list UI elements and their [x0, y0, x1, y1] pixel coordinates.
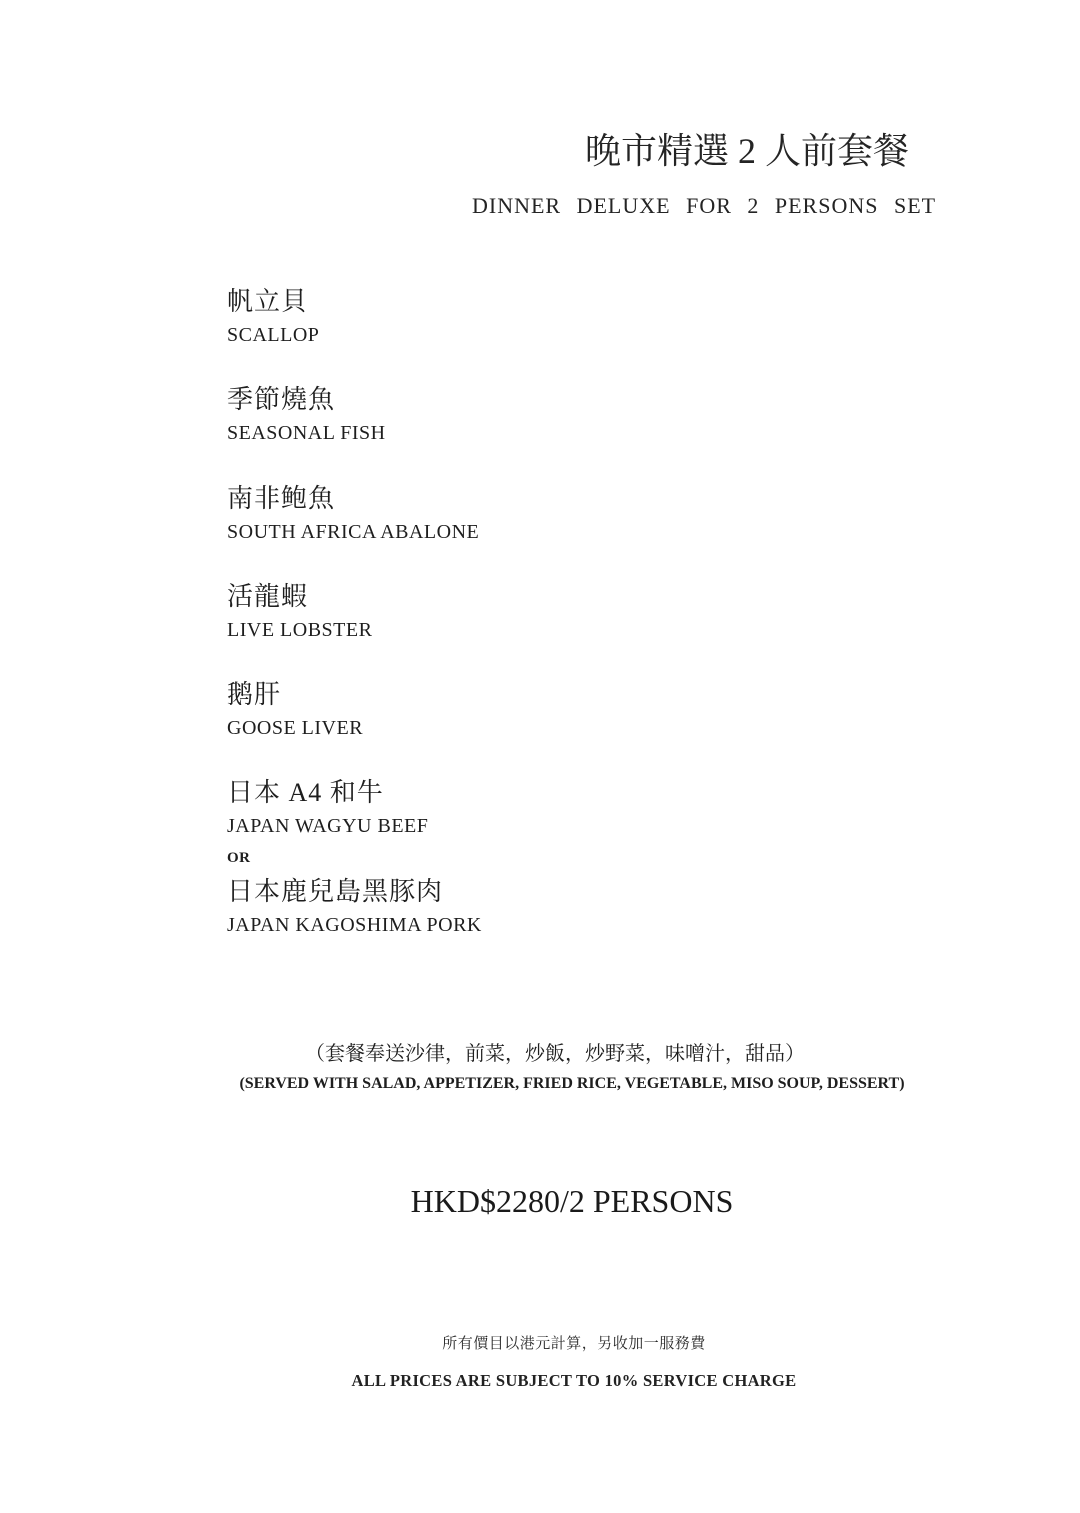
item-name-chinese: 季節燒魚 — [227, 385, 336, 414]
inclusions-note-english: (SERVED WITH SALAD, APPETIZER, FRIED RICE, VEGETABLE, MISO SOUP, DESSERT) — [239, 1075, 905, 1092]
menu-item-seasonal-fish — [227, 384, 386, 444]
menu-item-lobster — [227, 581, 372, 641]
item-name-english: SCALLOP — [227, 324, 320, 347]
item-name-chinese: 活龍蝦 — [227, 582, 309, 611]
item-name-chinese: 帆立貝 — [227, 287, 309, 316]
page-title-chinese: 晚市精選 2 人前套餐 — [585, 131, 910, 171]
service-charge-note-chinese: 所有價目以港元計算，另收加一服務費 — [442, 1336, 706, 1352]
menu-item-abalone — [227, 483, 479, 543]
item-name-english: LIVE LOBSTER — [227, 619, 373, 642]
item-name-chinese: 鹅肝 — [227, 680, 282, 709]
or-separator-label: OR — [227, 850, 251, 867]
alt-item-name-chinese: 日本鹿兒島黑豚肉 — [227, 877, 444, 907]
alt-item-name-english: JAPAN KAGOSHIMA PORK — [227, 914, 482, 937]
item-name-english: GOOSE LIVER — [227, 717, 364, 740]
inclusions-note-chinese: （套餐奉送沙律，前菜，炒飯，炒野菜，味噌汁，甜品） — [305, 1043, 805, 1065]
menu-item-goose-liver — [227, 679, 363, 739]
item-name-english: SOUTH AFRICA ABALONE — [227, 521, 480, 544]
menu-item-wagyu-or-pork — [227, 777, 482, 936]
service-charge-note-english: ALL PRICES ARE SUBJECT TO 10% SERVICE CHARGE — [351, 1371, 797, 1390]
item-name-chinese: 日本 A4 和牛 — [227, 778, 384, 807]
item-name-chinese: 南非鲍魚 — [227, 484, 336, 513]
menu-item-scallop — [227, 286, 319, 346]
set-price: HKD$2280/2 PERSONS — [410, 1183, 734, 1219]
item-name-english: SEASONAL FISH — [227, 422, 386, 445]
item-name-english: JAPAN WAGYU BEEF — [227, 815, 429, 838]
page-title-english: DINNER DELUXE FOR 2 PERSONS SET — [472, 193, 937, 218]
